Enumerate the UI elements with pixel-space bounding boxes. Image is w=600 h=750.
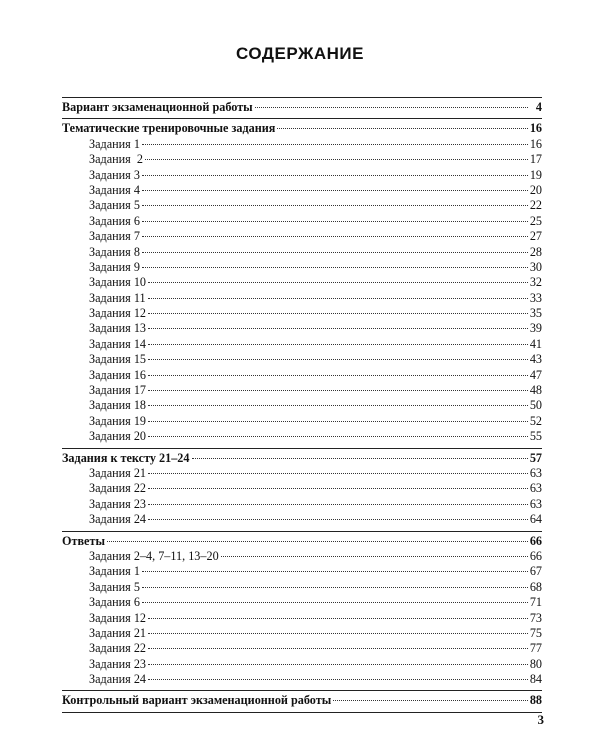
toc-entry (62, 611, 542, 626)
toc-entry (62, 398, 542, 413)
toc-entry (62, 549, 542, 564)
toc-entry-label: Задания 24 (89, 672, 147, 687)
dot-leader (148, 344, 528, 345)
toc-entry-label: Задания 2 (89, 152, 143, 167)
dot-leader (145, 159, 528, 160)
dot-leader (142, 205, 528, 206)
page-number: 3 (537, 712, 544, 727)
dot-leader (148, 504, 528, 505)
toc-section-heading (62, 451, 542, 466)
toc-entry-page: 39 (529, 321, 542, 336)
toc-entry-label: Задания 15 (89, 352, 147, 367)
toc-entry-page: 57 (529, 450, 542, 465)
toc-entry-page: 75 (529, 625, 542, 640)
toc-entry-label: Задания 20 (89, 429, 147, 444)
dot-leader (221, 556, 528, 557)
dot-leader (142, 236, 528, 237)
toc-entry-label: Ответы (62, 533, 105, 548)
toc-entry-label: Задания к тексту 21–24 (62, 450, 190, 465)
toc-entry-page: 43 (529, 352, 542, 367)
dot-leader (142, 602, 528, 603)
toc-entry (62, 291, 542, 306)
toc-entry-page: 80 (529, 656, 542, 671)
toc-entry-label: Задания 3 (89, 167, 140, 182)
toc-entry (62, 481, 542, 496)
toc-entry (62, 564, 542, 579)
toc-entry (62, 626, 542, 641)
dot-leader (148, 679, 528, 680)
toc-entry-page: 19 (529, 167, 542, 182)
toc-entry (62, 337, 542, 352)
toc-entry (62, 466, 542, 481)
toc-entry (62, 595, 542, 610)
toc-entry-label: Задания 23 (89, 496, 147, 511)
dot-leader (148, 648, 528, 649)
toc-entry-label: Задания 12 (89, 610, 147, 625)
toc-section-heading (62, 534, 542, 549)
toc-entry-page: 67 (529, 564, 542, 579)
toc-entry (62, 260, 542, 275)
toc-entry-label: Тематические тренировочные задания (62, 121, 276, 136)
toc-entry-label: Задания 22 (89, 481, 147, 496)
toc-entry (62, 168, 542, 183)
toc-entry-page: 16 (529, 121, 542, 136)
toc-entry-page: 16 (529, 136, 542, 151)
toc-entry (62, 321, 542, 336)
toc-entry-page: 68 (529, 579, 542, 594)
toc-entry-page: 22 (529, 198, 542, 213)
toc-section (62, 448, 542, 531)
dot-leader (255, 107, 528, 108)
toc-entry-label: Задания 21 (89, 625, 147, 640)
dot-leader (148, 298, 528, 299)
dot-leader (148, 328, 528, 329)
toc-entry-label: Задания 1 (89, 136, 140, 151)
toc-section (62, 690, 542, 712)
dot-leader (142, 252, 528, 253)
toc-entry (62, 657, 542, 672)
dot-leader (192, 458, 528, 459)
dot-leader (333, 700, 528, 701)
dot-leader (148, 359, 528, 360)
toc-entry-page: 17 (529, 152, 542, 167)
toc-entry (62, 183, 542, 198)
toc-entry-label: Задания 10 (89, 275, 147, 290)
toc-entry (62, 512, 542, 527)
toc-entry-label: Задания 5 (89, 579, 140, 594)
toc-entry-page: 41 (529, 336, 542, 351)
toc-entry-label: Задания 6 (89, 595, 140, 610)
dot-leader (148, 421, 528, 422)
dot-leader (142, 587, 528, 588)
toc-entry-page: 4 (535, 100, 542, 114)
toc-entry-label: Задания 9 (89, 259, 140, 274)
toc-entry-page: 35 (529, 306, 542, 321)
page-title: СОДЕРЖАНИЕ (236, 44, 364, 63)
toc-section (62, 118, 542, 447)
toc-entry-label: Задания 22 (89, 641, 147, 656)
toc-entry-label: Задания 14 (89, 336, 147, 351)
dot-leader (142, 221, 528, 222)
toc-entry-label: Задания 18 (89, 398, 147, 413)
toc-entry-label: Задания 2–4, 7–11, 13–20 (89, 548, 219, 563)
toc-entry (62, 229, 542, 244)
toc-entry-label: Задания 13 (89, 321, 147, 336)
dot-leader (148, 282, 528, 283)
toc-section (62, 531, 542, 691)
toc-entry (62, 306, 542, 321)
toc-entry-page: 77 (529, 641, 542, 656)
dot-leader (148, 375, 528, 376)
toc-entry-page: 71 (529, 595, 542, 610)
toc-entry (62, 497, 542, 512)
toc-entry (62, 383, 542, 398)
toc-entry-page: 88 (529, 693, 542, 708)
toc-entry-page: 33 (529, 290, 542, 305)
toc-entry-page: 64 (529, 512, 542, 527)
toc-section-heading (62, 693, 542, 708)
toc-section-heading (62, 121, 542, 136)
toc-entry (62, 641, 542, 656)
toc-entry (62, 352, 542, 367)
toc-entry-label: Задания 19 (89, 413, 147, 428)
toc-entry-label: Задания 23 (89, 656, 147, 671)
dot-leader (148, 664, 528, 665)
dot-leader (142, 144, 528, 145)
toc-entry-page: 52 (529, 413, 542, 428)
toc-entry (62, 672, 542, 687)
dot-leader (148, 436, 528, 437)
toc-entry (62, 429, 542, 444)
toc-entry-page: 63 (529, 465, 542, 480)
dot-leader (107, 541, 528, 542)
toc-entry-page: 28 (529, 244, 542, 259)
dot-leader (277, 128, 527, 129)
toc-entry-page: 63 (529, 496, 542, 511)
toc-entry-page: 47 (529, 367, 542, 382)
table-of-contents (62, 97, 542, 713)
toc-entry-label: Задания 17 (89, 383, 147, 398)
toc-entry-label: Задания 4 (89, 182, 140, 197)
dot-leader (148, 473, 528, 474)
dot-leader (142, 175, 528, 176)
toc-entry (62, 214, 542, 229)
toc-entry-label: Контрольный вариант экзаменационной работы (62, 693, 332, 708)
dot-leader (148, 618, 528, 619)
toc-entry-label: Задания 5 (89, 198, 140, 213)
toc-entry-label: Задания 1 (89, 564, 140, 579)
toc-entry-label: Задания 21 (89, 465, 147, 480)
toc-entry-page: 63 (529, 481, 542, 496)
toc-entry (62, 580, 542, 595)
dot-leader (148, 519, 528, 520)
toc-entry-page: 27 (529, 229, 542, 244)
toc-entry-page: 25 (529, 213, 542, 228)
toc-entry-page: 32 (529, 275, 542, 290)
toc-entry-label: Задания 6 (89, 213, 140, 228)
toc-entry (62, 275, 542, 290)
toc-entry (62, 198, 542, 213)
dot-leader (148, 405, 528, 406)
toc-section (62, 97, 542, 118)
toc-entry (62, 152, 542, 167)
dot-leader (142, 267, 528, 268)
toc-entry (62, 245, 542, 260)
toc-entry-label: Задания 11 (89, 290, 146, 305)
toc-entry-label: Задания 24 (89, 512, 147, 527)
toc-entry-label: Задания 8 (89, 244, 140, 259)
toc-entry-page: 30 (529, 259, 542, 274)
dot-leader (142, 571, 528, 572)
toc-entry-label: Задания 16 (89, 367, 147, 382)
toc-entry-page: 55 (529, 429, 542, 444)
dot-leader (148, 488, 528, 489)
toc-entry-page: 84 (529, 672, 542, 687)
toc-entry (62, 137, 542, 152)
toc-entry-label: Задания 12 (89, 306, 147, 321)
toc-entry-page: 20 (529, 182, 542, 197)
toc-section-heading (62, 100, 542, 115)
toc-entry (62, 368, 542, 383)
toc-entry-page: 48 (529, 383, 542, 398)
toc-entry-page: 50 (529, 398, 542, 413)
dot-leader (142, 190, 528, 191)
toc-entry-label: Задания 7 (89, 229, 140, 244)
dot-leader (148, 390, 528, 391)
toc-entry-page: 73 (529, 610, 542, 625)
dot-leader (148, 313, 528, 314)
toc-entry (62, 414, 542, 429)
toc-entry-label: Вариант экзаменационной работы (62, 100, 253, 114)
toc-entry-page: 66 (529, 548, 542, 563)
dot-leader (148, 633, 528, 634)
toc-entry-page: 66 (529, 533, 542, 548)
